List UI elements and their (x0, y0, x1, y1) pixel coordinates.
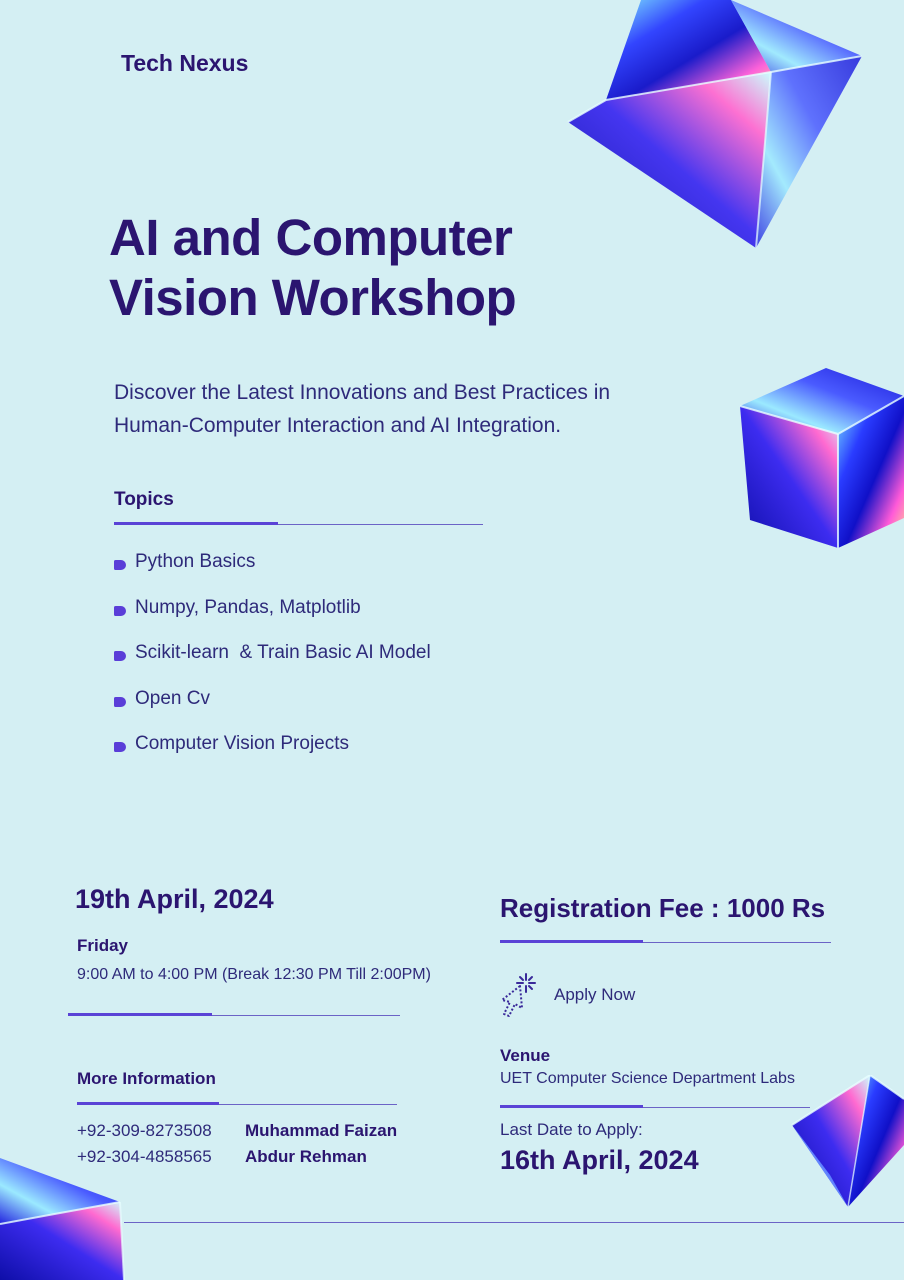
subtitle-line: Human-Computer Interaction and AI Integration. (114, 414, 562, 437)
glass-cube-icon (0, 1158, 126, 1280)
topic-label: Numpy, Pandas, Matplotlib (135, 596, 361, 618)
glass-cube-icon (566, 0, 866, 250)
event-day: Friday (77, 936, 129, 955)
subtitle-line: Discover the Latest Innovations and Best Practices in (114, 381, 611, 404)
list-item (114, 551, 431, 597)
glass-cube-icon (790, 1075, 904, 1210)
registration-fee: Registration Fee : 1000 Rs (500, 893, 826, 923)
contact-phone[interactable]: +92-309-8273508 (77, 1121, 212, 1140)
topics-heading: Topics (114, 489, 174, 510)
venue-heading: Venue (500, 1046, 551, 1065)
deadline-label: Last Date to Apply: (500, 1120, 643, 1139)
brand-name: Tech Nexus (121, 50, 249, 76)
divider-accent (114, 522, 278, 525)
divider-accent (77, 1102, 219, 1105)
tag-bullet-icon (114, 651, 126, 661)
more-info-heading: More Information (77, 1069, 216, 1088)
divider-accent (500, 1105, 643, 1108)
glass-cube-icon (738, 368, 904, 550)
apply-now-label: Apply Now (554, 985, 636, 1004)
venue-value: UET Computer Science Department Labs (500, 1070, 795, 1087)
event-time: 9:00 AM to 4:00 PM (Break 12:30 PM Till 2:00PM) (77, 966, 431, 983)
topic-label: Open Cv (135, 687, 210, 709)
list-item (114, 597, 431, 643)
tag-bullet-icon (114, 697, 126, 707)
apply-now-button[interactable] (498, 972, 635, 1018)
tag-bullet-icon (114, 742, 126, 752)
topic-label: Scikit-learn & Train Basic AI Model (135, 642, 431, 663)
deadline-date: 16th April, 2024 (500, 1145, 699, 1175)
list-item (114, 733, 431, 779)
topic-label: Computer Vision Projects (135, 733, 350, 754)
tag-bullet-icon (114, 560, 126, 570)
cursor-click-icon (498, 972, 538, 1018)
title-line: Vision Workshop (109, 269, 517, 326)
list-item (114, 688, 431, 734)
title-line: AI and Computer (109, 209, 513, 266)
footer-divider (124, 1222, 904, 1223)
tag-bullet-icon (114, 606, 126, 616)
subtitle (114, 376, 714, 442)
divider-accent (68, 1013, 212, 1016)
contact-name: Abdur Rehman (245, 1147, 367, 1166)
contact-name: Muhammad Faizan (245, 1121, 398, 1140)
event-date: 19th April, 2024 (75, 884, 274, 914)
divider-accent (500, 940, 643, 943)
topic-label: Python Basics (135, 551, 256, 572)
page-title (109, 208, 516, 328)
list-item (114, 642, 431, 688)
topics-list (114, 551, 431, 779)
contact-phone[interactable]: +92-304-4858565 (77, 1147, 212, 1166)
